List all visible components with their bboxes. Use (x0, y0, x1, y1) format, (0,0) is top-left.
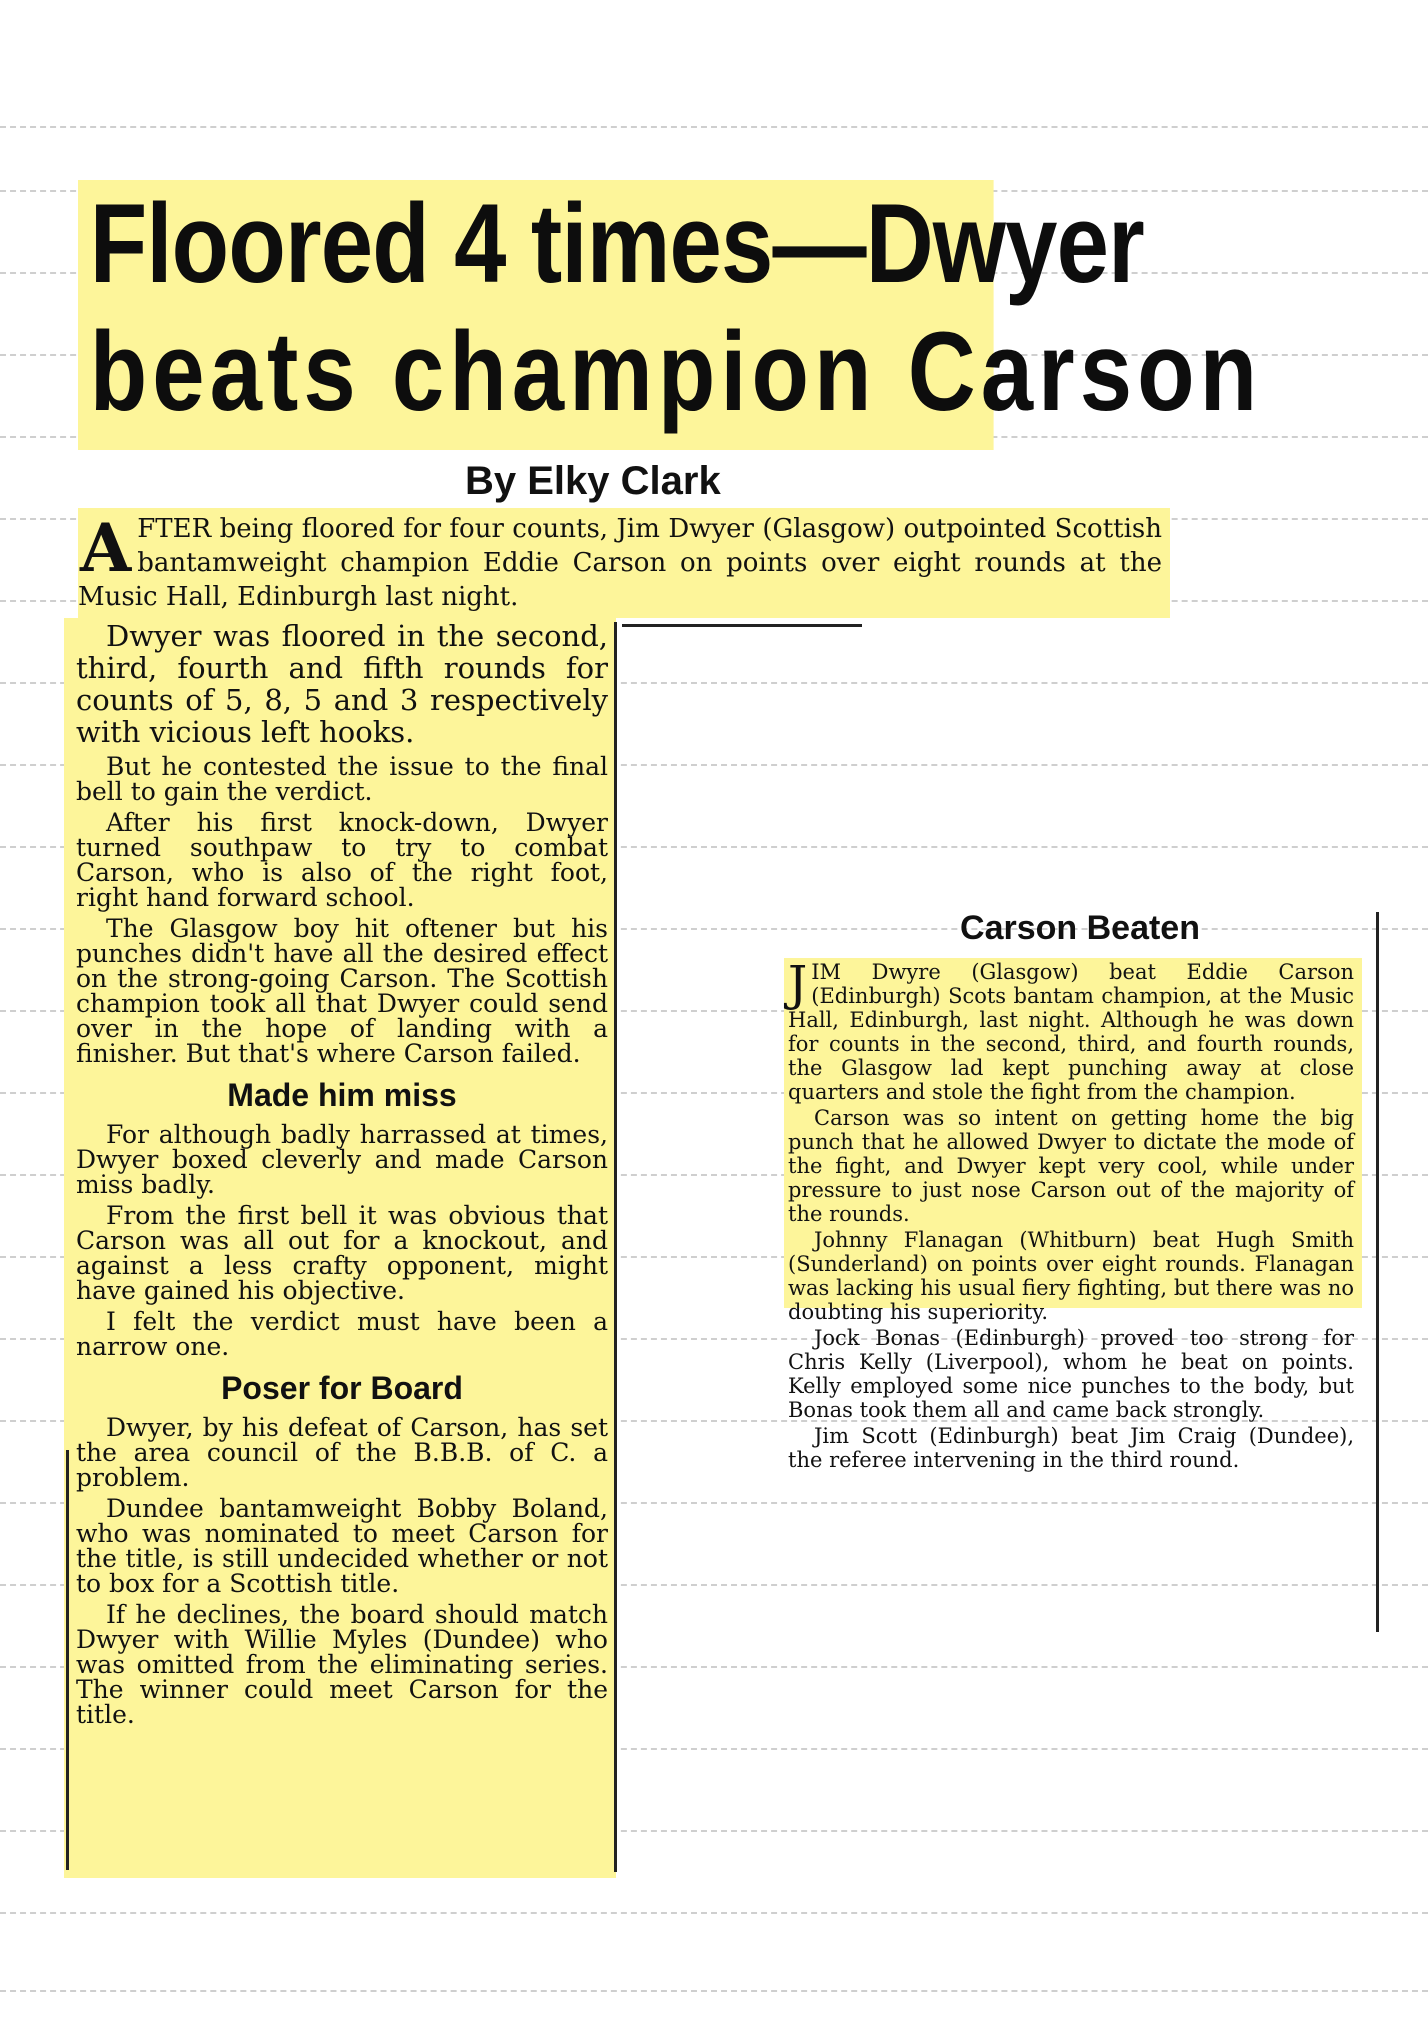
headline (78, 180, 1263, 450)
right-column-title: Carson Beaten (960, 909, 1200, 947)
right-paragraph: Johnny Flanagan (Whitburn) beat Hugh Smith (Sunderland) on points over eight rounds. Flanagan was lacking his usual fiery fighting, but there was no doubting his superiority. (788, 1228, 1354, 1324)
left-paragraph: If he declines, the board should match Dwyer with Willie Myles (Dundee) who was omitted from the eliminating series. The winner could meet Carson for the title. (76, 1600, 608, 1729)
left-column-right-border (614, 622, 617, 1872)
subhead-made-him-miss: Made him miss (227, 1077, 457, 1113)
lead-dropcap: A (80, 509, 132, 587)
left-paragraph: Dwyer, by his defeat of Carson, has set the area council of the B.B.B. of C. a problem. (76, 1413, 608, 1492)
lead-underline-rule (622, 624, 862, 627)
right-column-border (1376, 912, 1379, 1632)
left-column-left-border (66, 1450, 69, 1870)
left-paragraph: For although badly harrassed at times, Dwyer boxed cleverly and made Carson miss badly. (76, 1120, 608, 1199)
lead-paragraph (78, 508, 1170, 618)
ruled-line (0, 1990, 1428, 1992)
left-paragraph: Dundee bantamweight Bobby Boland, who was nominated to meet Carson for the title, is still undecided whether or not to box for a Scottish title. (76, 1494, 608, 1598)
ruled-line (0, 126, 1428, 128)
right-dropcap: J (788, 956, 808, 1012)
right-paragraph (788, 956, 1354, 1104)
left-paragraph: After his first knock-down, Dwyer turned southpaw to try to combat Carson, who is also of the right foot, right hand forward school. (76, 808, 608, 912)
headline-line-1: Floored 4 times—Dwyer (89, 181, 1144, 306)
left-paragraph: Dwyer was floored in the second, third, fourth and fifth rounds for counts of 5, 8, 5 and 3 respectively with vicious left hooks. (76, 619, 608, 749)
right-paragraph: Jim Scott (Edinburgh) beat Jim Craig (Dundee), the referee intervening in the third round. (788, 1424, 1354, 1472)
left-paragraph: I felt the verdict must have been a narrow one. (76, 1307, 608, 1361)
left-paragraph: The Glasgow boy hit oftener but his punches didn't have all the desired effect on the strong-going Carson. The Scottish champion took all that Dwyer could send over in the hope of landing with a finisher. But that's where Carson failed. (76, 914, 608, 1068)
right-column (784, 958, 1358, 1632)
lead-text: FTER being floored for four counts, Jim Dwyer (Glasgow) outpointed Scottish bantamweight champion Eddie Carson on points over eight rounds at the Music Hall, Edinburgh last night. (78, 514, 1162, 612)
right-paragraph: Carson was so intent on getting home the big punch that he allowed Dwyer to dictate the mode of the fight, and Dwyer kept very cool, while under pressure to just nose Carson out of the majority of the rounds. (788, 1106, 1354, 1226)
byline: By Elky Clark (465, 459, 721, 503)
subhead-poser-for-board: Poser for Board (221, 1370, 463, 1406)
left-paragraph: From the first bell it was obvious that Carson was all out for a knockout, and against a less crafty opponent, might have gained his objective. (76, 1201, 608, 1305)
right-paragraph: Jock Bonas (Edinburgh) proved too strong for Chris Kelly (Liverpool), whom he beat on points. Kelly employed some nice punches to the body, but Bonas took them all and came back strongly. (788, 1326, 1354, 1422)
headline-line-2: beats champion Carson (89, 309, 1263, 434)
ruled-line (0, 1912, 1428, 1914)
left-paragraph: But he contested the issue to the final bell to gain the verdict. (76, 752, 608, 806)
left-column (64, 618, 616, 1878)
right-paragraph-text: IM Dwyre (Glasgow) beat Eddie Carson (Edinburgh) Scots bantam champion, at the Music Hall, Edinburgh, last night. Although he was down for counts in the second, third, and fourth rounds, the Glasgow lad kept punching away at close quarters and stole the fight from the champion. (788, 960, 1354, 1104)
